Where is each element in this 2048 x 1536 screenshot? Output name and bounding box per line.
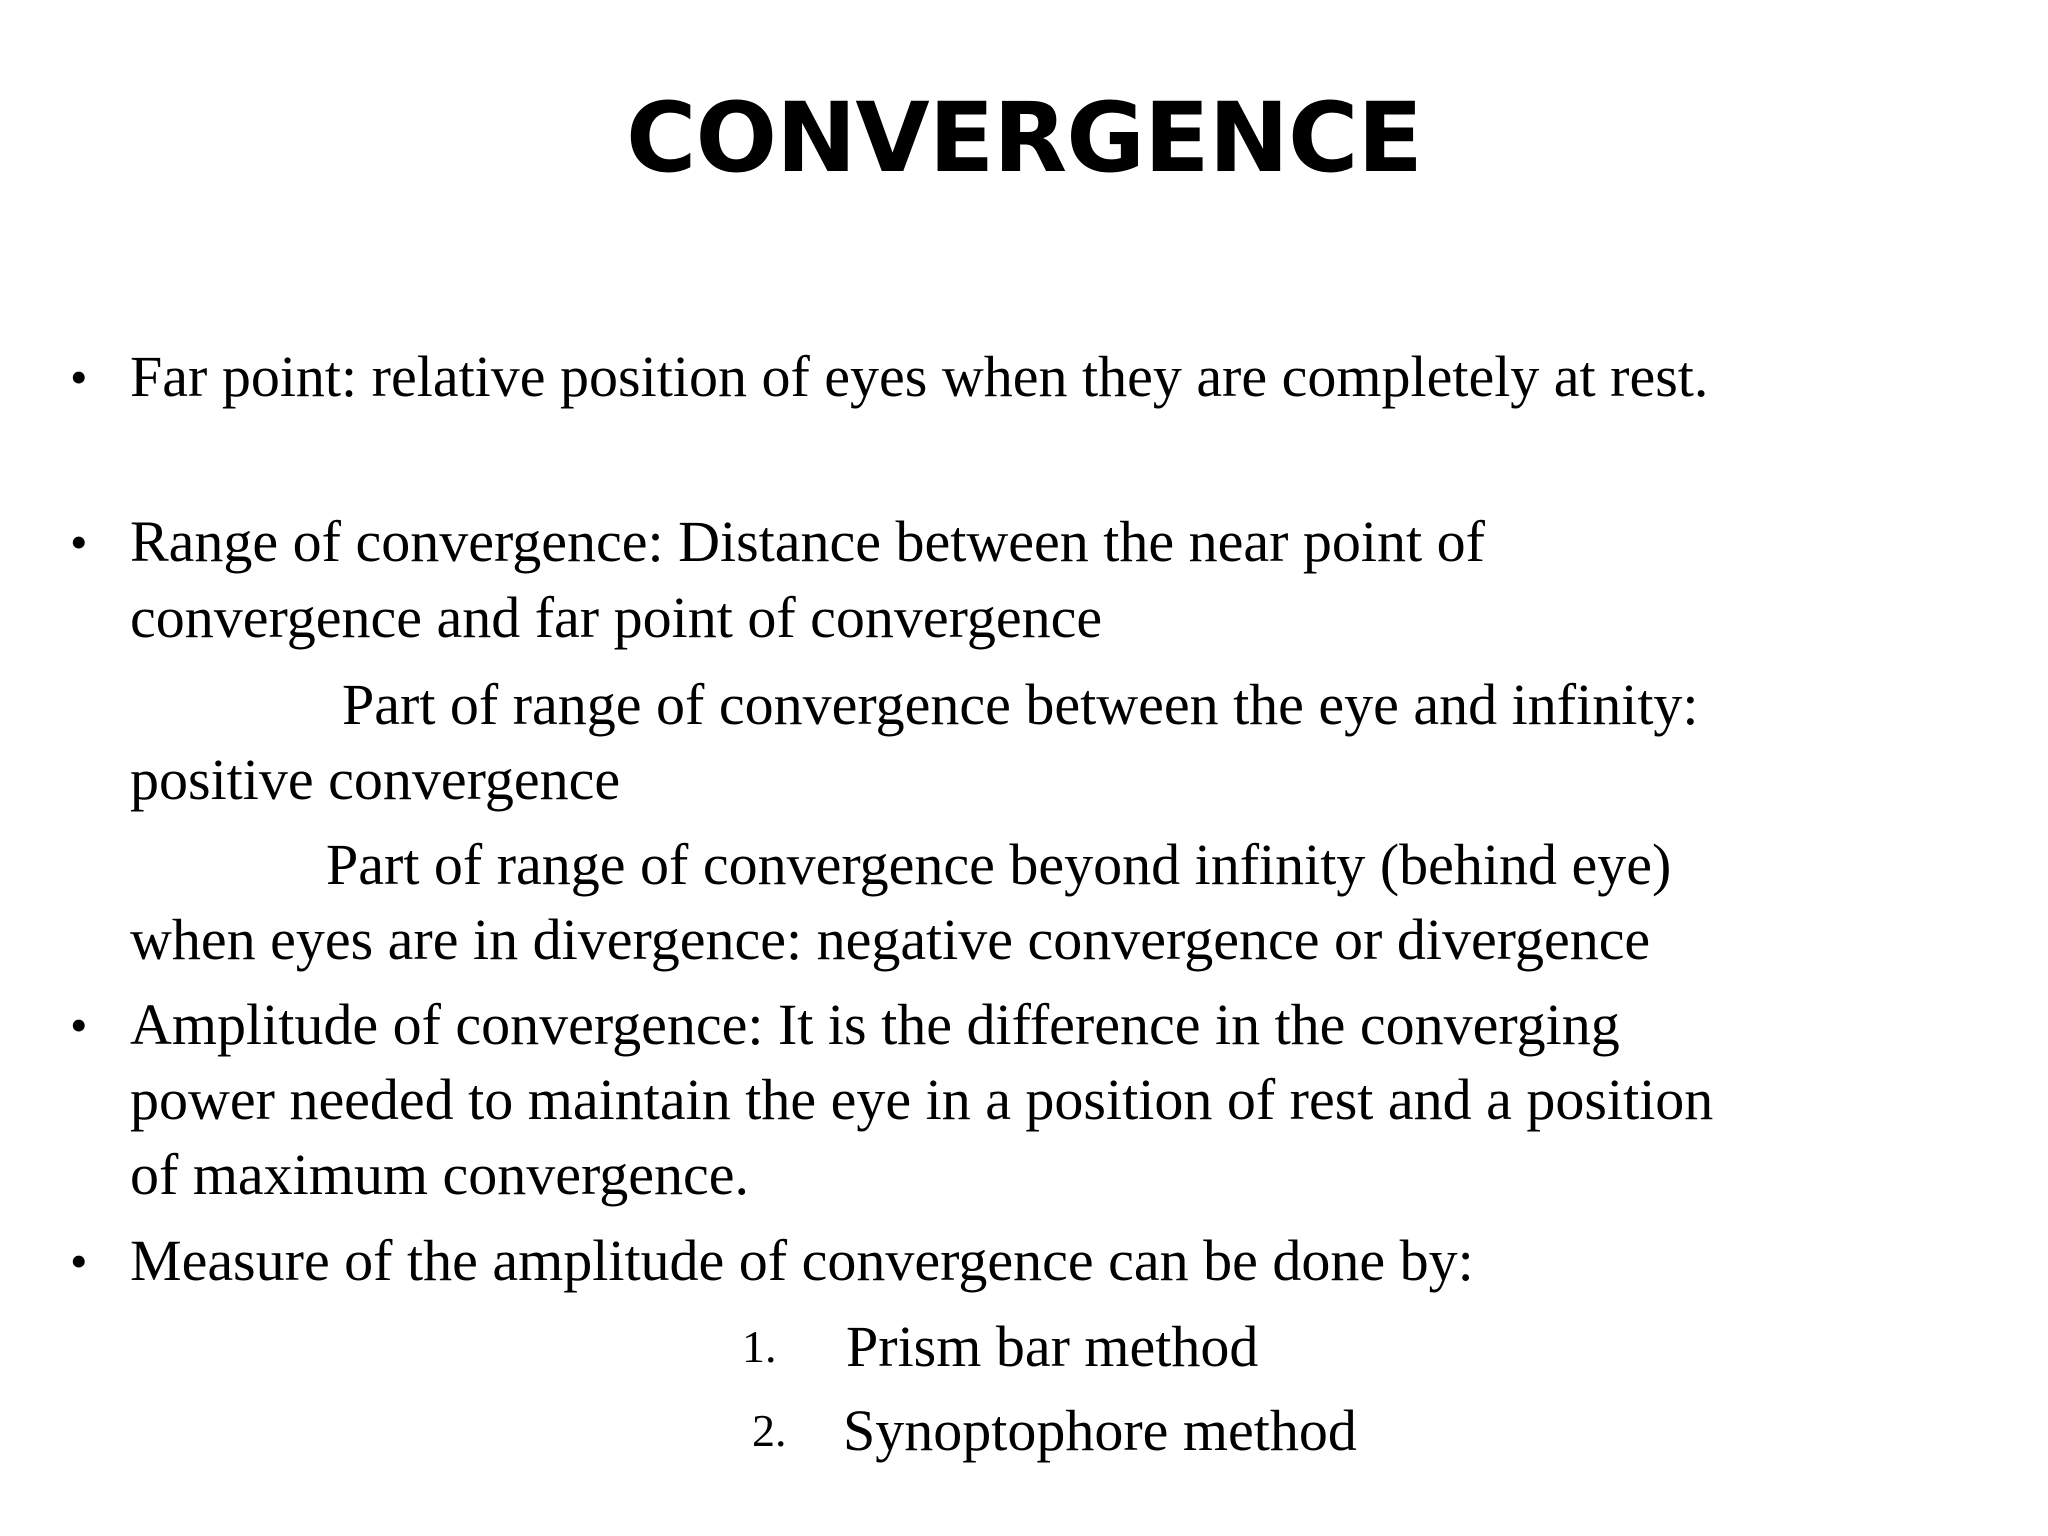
method-prism-bar: Prism bar method <box>846 1314 1259 1379</box>
bullet-range-line-1: Range of convergence: Distance between the near point of <box>130 509 1485 574</box>
bullet-amplitude-line-1: Amplitude of convergence: It is the difference in the converging <box>130 992 1620 1057</box>
bullet-glyph: • <box>70 997 88 1053</box>
bullet-glyph: • <box>70 514 88 570</box>
positive-convergence-line-2: positive convergence <box>130 747 621 812</box>
method-number: 2. <box>752 1405 787 1456</box>
method-synoptophore: Synoptophore method <box>843 1398 1357 1463</box>
negative-convergence-line-1: Part of range of convergence beyond infinity (behind eye) <box>326 832 1672 897</box>
positive-convergence-line-1: Part of range of convergence between the eye and infinity: <box>342 672 1699 737</box>
bullet-glyph: • <box>70 349 88 405</box>
bullet-glyph: • <box>70 1233 88 1289</box>
bullet-measure: Measure of the amplitude of convergence can be done by: <box>130 1228 1474 1293</box>
slide-title: CONVERGENCE <box>626 82 1422 194</box>
bullet-range-line-2: convergence and far point of convergence <box>130 585 1103 650</box>
bullet-amplitude-line-2: power needed to maintain the eye in a position of rest and a position <box>130 1067 1714 1132</box>
bullet-amplitude-line-3: of maximum convergence. <box>130 1142 749 1207</box>
method-number: 1. <box>742 1321 777 1372</box>
bullet-far-point: Far point: relative position of eyes when they are completely at rest. <box>130 344 1709 409</box>
negative-convergence-line-2: when eyes are in divergence: negative convergence or divergence <box>130 907 1651 972</box>
